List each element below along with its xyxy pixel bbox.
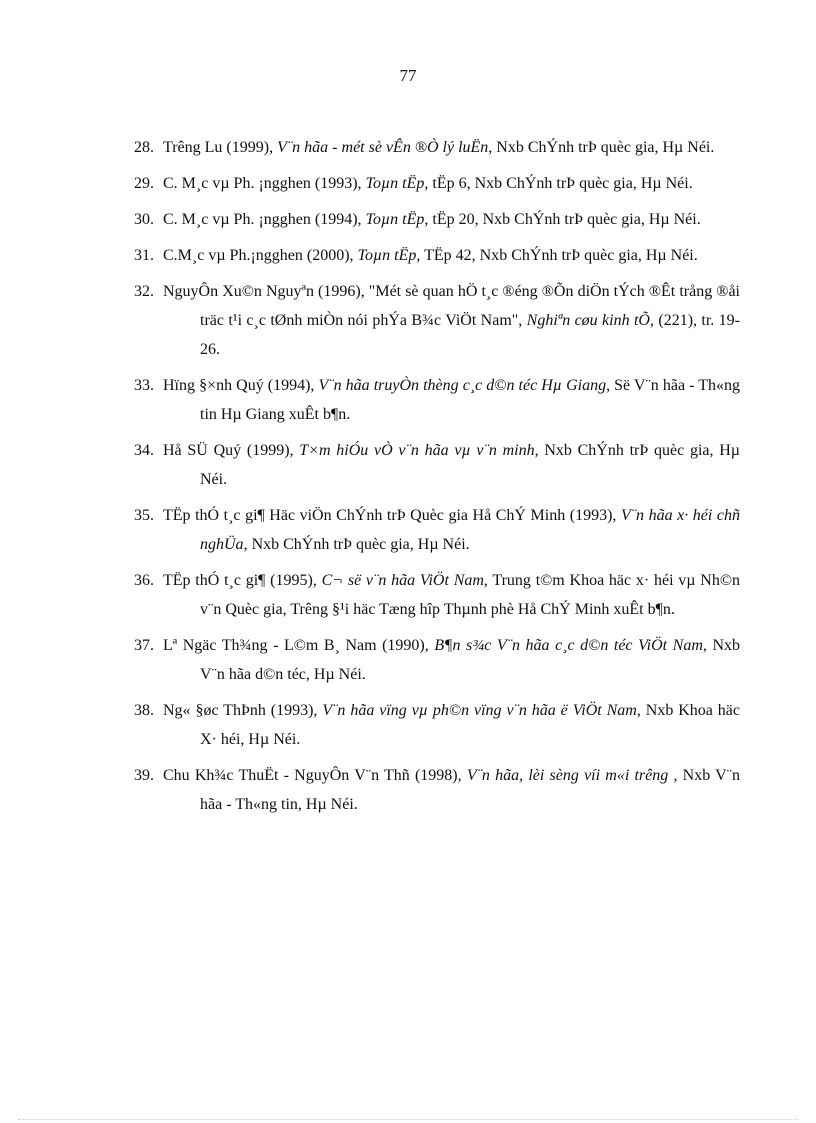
reference-publisher: , Nxb V¨n hãa - Th«ng tin, Hµ Néi.	[200, 767, 740, 813]
reference-title: V¨n hãa, lèi sèng víi m«i trêng	[466, 767, 674, 784]
reference-item	[134, 205, 740, 234]
reference-title: Nghiªn cøu kinh tÕ	[526, 312, 650, 329]
reference-number: 29.	[134, 175, 154, 192]
reference-list	[134, 133, 740, 826]
reference-title: B¶n s¾c V¨n hãa c¸c d©n téc ViÖt Nam	[434, 637, 703, 654]
reference-number: 30.	[134, 211, 154, 228]
reference-title: T×m hiÓu vÒ v¨n hãa vµ v¨n minh	[299, 442, 535, 459]
reference-item	[134, 761, 740, 819]
reference-number: 32.	[134, 283, 154, 300]
reference-author-year: C. M¸c vµ Ph. ¡ngghen (1994),	[163, 211, 366, 228]
reference-publisher: , Nxb V¨n hãa d©n téc, Hµ Néi.	[200, 637, 740, 683]
reference-author-year: Trêng Lu (1999),	[163, 139, 278, 156]
reference-author-year: Hïng §×nh Quý (1994),	[163, 377, 319, 394]
reference-publisher: , Së V¨n hãa - Th«ng tin Hµ Giang xuÊt b¶n.	[200, 377, 740, 423]
reference-publisher: , tËp 6, Nxb ChÝnh trÞ quèc gia, Hµ Néi.	[424, 175, 693, 192]
reference-number: 37.	[134, 637, 154, 654]
reference-title: V¨n hãa truyÒn thèng c¸c d©n téc Hµ Giang	[318, 377, 607, 394]
reference-item	[134, 566, 740, 624]
reference-item	[134, 631, 740, 689]
reference-title: Toµn tËp	[365, 211, 425, 228]
reference-publisher: , Nxb ChÝnh trÞ quèc gia, Hµ Néi.	[200, 442, 740, 488]
reference-item	[134, 241, 740, 270]
reference-item	[134, 696, 740, 754]
reference-number: 33.	[134, 377, 154, 394]
reference-publisher: , Nxb ChÝnh trÞ quèc gia, Hµ Néi.	[243, 536, 470, 553]
reference-item	[134, 371, 740, 429]
reference-item	[134, 133, 740, 162]
reference-title: V¨n hãa - mét sè vÊn ®Ò lý luËn	[277, 139, 489, 156]
reference-number: 38.	[134, 702, 154, 719]
reference-number: 28.	[134, 139, 154, 156]
reference-author-year: Chu Kh¾c ThuËt - NguyÔn V¨n Thñ (1998),	[163, 767, 467, 784]
reference-author-year: TËp thÓ t¸c gi¶ (1995),	[163, 572, 322, 589]
reference-publisher: , tËp 20, Nxb ChÝnh trÞ quèc gia, Hµ Néi.	[424, 211, 701, 228]
reference-author-year: C. M¸c vµ Ph. ¡ngghen (1993),	[163, 175, 366, 192]
reference-publisher: , (221), tr. 19-26.	[200, 312, 740, 358]
reference-number: 31.	[134, 247, 154, 264]
reference-publisher: , Nxb ChÝnh trÞ quèc gia, Hµ Néi.	[488, 139, 715, 156]
footer-divider	[18, 1119, 798, 1120]
reference-number: 35.	[134, 507, 154, 524]
reference-author-year: Lª Ngäc Th¾ng - L©m B¸ Nam (1990),	[163, 637, 435, 654]
reference-number: 34.	[134, 442, 154, 459]
reference-publisher: , Nxb Khoa häc X· héi, Hµ Néi.	[200, 702, 740, 748]
reference-item	[134, 169, 740, 198]
reference-title: C¬ së v¨n hãa ViÖt Nam	[321, 572, 484, 589]
page-number: 77	[399, 66, 417, 85]
reference-item	[134, 436, 740, 494]
reference-title: V¨n hãa x· héi chñ nghÜa	[200, 507, 740, 553]
reference-title: V¨n hãa vïng vµ ph©n vïng v¨n hãa ë ViÖt Nam	[322, 702, 637, 719]
reference-publisher: , TËp 42, Nxb ChÝnh trÞ quèc gia, Hµ Néi.	[416, 247, 698, 264]
reference-number: 39.	[134, 767, 154, 784]
reference-author-year: Ng« §øc ThÞnh (1993),	[163, 702, 323, 719]
reference-title: Toµn tËp	[357, 247, 417, 264]
reference-author-year: Hå SÜ Quý (1999),	[163, 442, 300, 459]
reference-item	[134, 277, 740, 364]
reference-number: 36.	[134, 572, 154, 589]
reference-author-year: NguyÔn Xu©n Nguyªn (1996), "Mét sè quan hÖ t¸c ®éng ®Õn diÖn tÝch ®Êt trång ®åi träc t¹i c¸c tØnh miÒn nói phÝa B¾c ViÖt Nam",	[163, 283, 740, 329]
reference-item	[134, 501, 740, 559]
reference-title: Toµn tËp	[365, 175, 425, 192]
reference-author-year: C.M¸c vµ Ph.¡ngghen (2000),	[163, 247, 358, 264]
reference-publisher: , Trung t©m Khoa häc x· héi vµ Nh©n v¨n Quèc gia, Trêng §¹i häc Tæng hîp Thµnh phè Hå ChÝ Minh xuÊt b¶n.	[200, 572, 741, 618]
reference-author-year: TËp thÓ t¸c gi¶ Häc viÖn ChÝnh trÞ Quèc gia Hå ChÝ Minh (1993),	[163, 507, 621, 524]
